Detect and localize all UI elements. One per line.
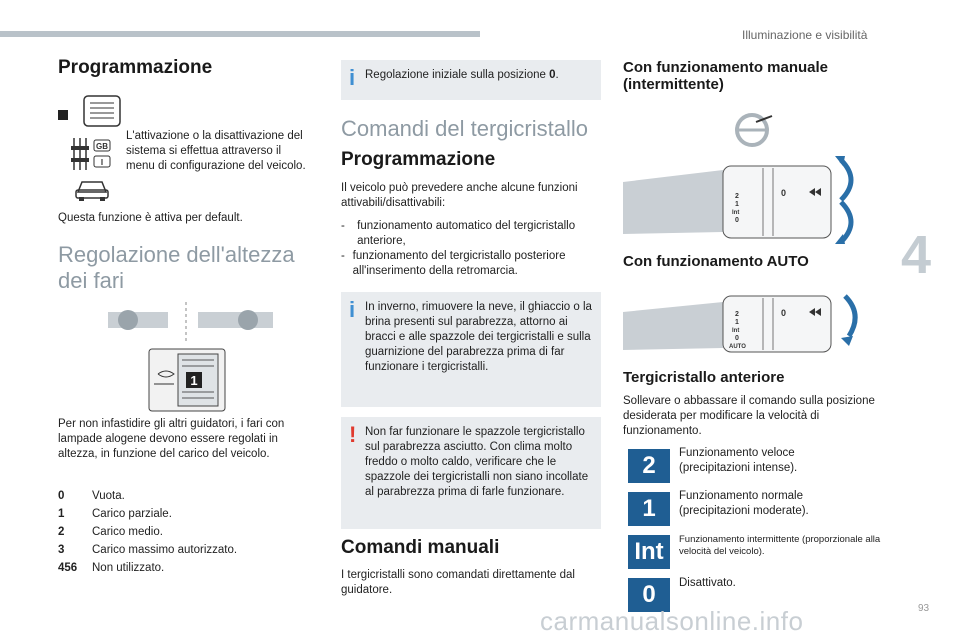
- chapter-number: 4: [901, 225, 932, 285]
- speed-label-2: Funzionamento veloce (precipitazioni intense).: [679, 447, 798, 474]
- headlight-beam-illustration: [108, 300, 278, 344]
- speed-badge-int: Int: [628, 535, 670, 569]
- page-number: 93: [918, 603, 930, 614]
- stalk-label-1: 1: [735, 201, 739, 208]
- stalk-label-auto: AUTO: [729, 344, 746, 350]
- wiper-stalk-manual: [623, 152, 863, 248]
- speed-badge-1: 1: [628, 492, 670, 526]
- programmazione-heading: Programmazione: [58, 57, 213, 78]
- info-icon: i: [349, 65, 356, 90]
- gb-label: GB: [96, 142, 108, 151]
- steering-wheel-icon: [734, 112, 774, 148]
- watermark-logo: carmanualsonline.info: [540, 606, 804, 636]
- speed-badge-0: 0: [628, 578, 670, 612]
- header-bar: [0, 31, 480, 37]
- config-menu-icon: [70, 136, 118, 172]
- anteriore-text: Sollevare o abbassare il comando sulla posizione desiderata per modificare la velocità di funzionamento.: [623, 395, 875, 437]
- auto-mode-heading: Con funzionamento AUTO: [623, 253, 809, 270]
- headlight-adjust-wheel: [148, 348, 226, 412]
- comandi-manuali-heading: Comandi manuali: [341, 537, 500, 558]
- prog-text: Il veicolo può prevedere anche alcune funzioni attivabili/disattivabili:: [341, 182, 578, 209]
- speed-label-0: Disattivato.: [679, 577, 736, 589]
- list-item: - funzionamento del tergicristallo posteriore all'inserimento della retromarcia.: [341, 250, 566, 277]
- ring-label-0: 0: [781, 188, 787, 198]
- function-list: [341, 219, 599, 279]
- stalk-label-2: 2: [735, 193, 739, 200]
- list-item: 3 Carico massimo autorizzato.: [58, 544, 238, 556]
- anteriore-heading: Tergicristallo anteriore: [623, 369, 785, 386]
- wheel-value: 1: [190, 373, 198, 388]
- i-label: I: [100, 158, 104, 167]
- list-item: 456 Non utilizzato.: [58, 562, 165, 574]
- load-list: [58, 487, 298, 577]
- warning-note: ! Non far funzionare le spazzole tergicristallo sul parabrezza asciutto. Con clima molto freddo o molto caldo, verificare che le spazzole dei tergicristalli non siano incollate al parabrezza prima di farle funzionare.: [341, 417, 601, 529]
- headlight-text: Per non infastidire gli altri guidatori, i fari con lampade alogene devono essere regolati in altezza, in funzione del carico del veicolo.: [58, 418, 285, 460]
- stalk-label-int: Int: [732, 210, 740, 216]
- info-icon: i: [349, 297, 356, 322]
- default-text: Questa funzione è attiva per default.: [58, 212, 243, 224]
- list-item: 0 Vuota.: [58, 490, 125, 502]
- info-note-initial-position: i Regolazione iniziale sulla posizione 0.: [341, 60, 601, 100]
- comandi-heading: Comandi del tergicristallo: [341, 116, 588, 141]
- stalk-label-0: 0: [735, 335, 739, 342]
- section-title: Illuminazione e visibilità: [742, 28, 868, 42]
- list-item: 2 Carico medio.: [58, 526, 163, 538]
- speed-label-1: Funzionamento normale (precipitazioni moderate).: [679, 490, 809, 517]
- dashboard-controls-icon: [58, 92, 124, 134]
- manual-mode-heading: Con funzionamento manuale (intermittente): [623, 59, 829, 93]
- list-item: 1 Carico parziale.: [58, 508, 172, 520]
- stalk-label-0: 0: [735, 217, 739, 224]
- programmazione-text: L'attivazione o la disattivazione del sistema si effettua attraverso il menu di configurazione del veicolo.: [126, 130, 306, 172]
- stalk-label-int: Int: [732, 328, 740, 334]
- speed-badge-2: 2: [628, 449, 670, 483]
- speed-label-int: Funzionamento intermittente (proporzionale alla velocità del veicolo).: [679, 534, 881, 557]
- manuali-text: I tergicristalli sono comandati direttamente dal guidatore.: [341, 569, 575, 596]
- programmazione-heading-2: Programmazione: [341, 149, 496, 170]
- wiper-stalk-auto: [623, 290, 863, 358]
- regolazione-heading: Regolazione dell'altezza dei fari: [58, 242, 295, 293]
- list-item: - funzionamento automatico del tergicristallo anteriore,: [341, 220, 576, 247]
- warning-icon: !: [349, 422, 357, 447]
- stalk-label-2: 2: [735, 311, 739, 318]
- info-note-winter: i In inverno, rimuovere la neve, il ghiaccio o la brina presenti sul parabrezza, attorno ai bracci e alle spazzole dei tergicristalli e sulla guarnizione del parabrezza prima di far funzionare i tergicristalli.: [341, 292, 601, 407]
- car-icon: [74, 176, 110, 202]
- ring-label-0: 0: [781, 308, 787, 318]
- stalk-label-1: 1: [735, 319, 739, 326]
